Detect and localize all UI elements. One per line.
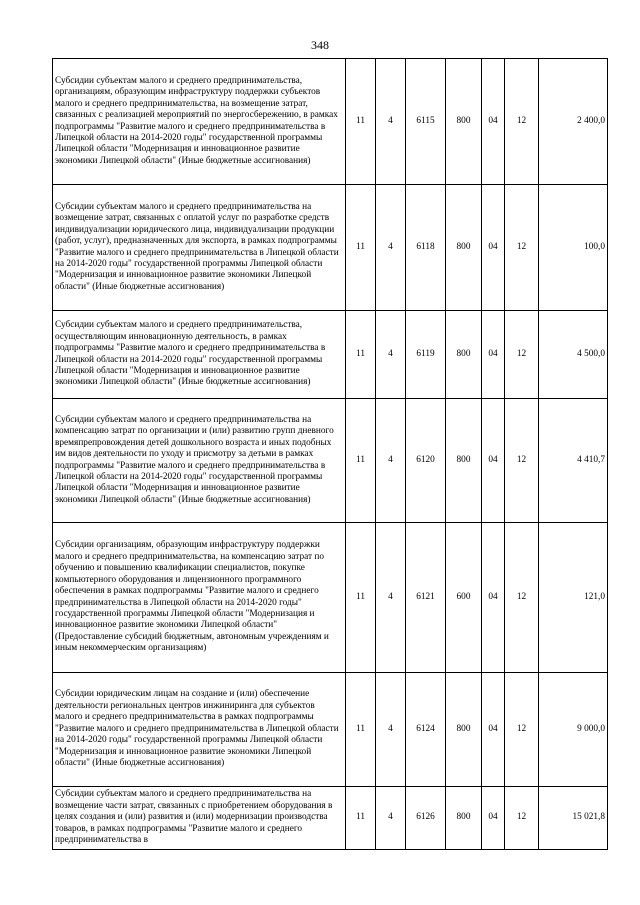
page-number: 348 [311, 38, 329, 52]
row-description: Субсидии организациям, образующим инфраструктуру поддержки малого и среднего предпринимательства, на компенсацию затрат по обучению и повышению квалификации специалистов, покупке компьютерного оборудования и лицензионного программного обеспечения в рамках подпрограммы "Развитие малого и среднего предпринимательства в Липецкой области на 2014-2020 годы" государственной программы Липецкой области "Модернизация и инновационное развитие экономики Липецкой области" (Предоставление субсидий бюджетным, автономным учреждениям и иным некоммерческим организациям) [53, 523, 346, 673]
cell-section: 11 [346, 673, 376, 787]
cell-target-code: 6124 [406, 673, 446, 787]
cell-target-code: 6115 [406, 59, 446, 185]
cell-subdivision: 12 [505, 185, 539, 311]
cell-subprogram: 4 [376, 59, 406, 185]
cell-expense-type: 800 [446, 185, 482, 311]
cell-division: 04 [482, 523, 505, 673]
cell-section: 11 [346, 787, 376, 850]
cell-amount: 4 410,7 [539, 399, 608, 523]
cell-target-code: 6118 [406, 185, 446, 311]
cell-section: 11 [346, 185, 376, 311]
row-description: Субсидии субъектам малого и среднего предпринимательства, осуществляющим инновационную деятельность, в рамках подпрограммы "Развитие малого и среднего предпринимательства в Липецкой области на 2014-2020 годы" государственной программы Липецкой области "Модернизация и инновационное развитие экономики Липецкой области" (Иные бюджетные ассигнования) [53, 311, 346, 399]
cell-section: 11 [346, 523, 376, 673]
row-description: Субсидии юридическим лицам на создание и (или) обеспечение деятельности региональных центров инжиниринга для субъектов малого и среднего предпринимательства в рамках подпрограммы "Развитие малого и среднего предпринимательства в Липецкой области на 2014-2020 годы" государственной программы Липецкой области "Модернизация и инновационное развитие экономики Липецкой области" (Иные бюджетные ассигнования) [53, 673, 346, 787]
cell-subprogram: 4 [376, 185, 406, 311]
cell-amount: 100,0 [539, 185, 608, 311]
table-row [53, 523, 608, 673]
table-row [53, 673, 608, 787]
cell-subdivision: 12 [505, 59, 539, 185]
cell-subdivision: 12 [505, 787, 539, 850]
cell-expense-type: 800 [446, 787, 482, 850]
cell-subprogram: 4 [376, 311, 406, 399]
cell-section: 11 [346, 311, 376, 399]
cell-section: 11 [346, 399, 376, 523]
cell-subprogram: 4 [376, 523, 406, 673]
cell-section: 11 [346, 59, 376, 185]
cell-subdivision: 12 [505, 311, 539, 399]
cell-amount: 9 000,0 [539, 673, 608, 787]
table-row [53, 185, 608, 311]
budget-table [52, 58, 608, 850]
cell-subprogram: 4 [376, 673, 406, 787]
row-description: Субсидии субъектам малого и среднего предпринимательства, организациям, образующим инфраструктуру поддержки субъектов малого и среднего предпринимательства, на возмещение затрат, связанных с реализацией мероприятий по энергосбережению, в рамках подпрограммы "Развитие малого и среднего предпринимательства в Липецкой области на 2014-2020 годы" государственной программы Липецкой области "Модернизация и инновационное развитие экономики Липецкой области" (Иные бюджетные ассигнования) [53, 59, 346, 185]
cell-subprogram: 4 [376, 787, 406, 850]
cell-division: 04 [482, 399, 505, 523]
cell-division: 04 [482, 59, 505, 185]
table-row [53, 787, 608, 850]
row-description: Субсидии субъектам малого и среднего предпринимательства на возмещение затрат, связанных с оплатой услуг по разработке средств индивидуализации юридического лица, индивидуализации продукции (работ, услуг), предназначенных для экспорта, в рамках подпрограммы "Развитие малого и среднего предпринимательства в Липецкой области на 2014-2020 годы" государственной программы Липецкой области "Модернизация и инновационное развитие экономики Липецкой области" (Иные бюджетные ассигнования) [53, 185, 346, 311]
row-description: Субсидии субъектам малого и среднего предпринимательства на компенсацию затрат по организации и (или) развитию групп дневного времяпрепровождения детей дошкольного возраста и иных подобных им видов деятельности по уходу и присмотру за детьми в рамках подпрограммы "Развитие малого и среднего предпринимательства в Липецкой области на 2014-2020 годы" государственной программы Липецкой области "Модернизация и инновационное развитие экономики Липецкой области" (Иные бюджетные ассигнования) [53, 399, 346, 523]
cell-expense-type: 800 [446, 399, 482, 523]
cell-subdivision: 12 [505, 673, 539, 787]
cell-division: 04 [482, 311, 505, 399]
table-row [53, 399, 608, 523]
cell-expense-type: 800 [446, 311, 482, 399]
cell-target-code: 6121 [406, 523, 446, 673]
cell-amount: 15 021,8 [539, 787, 608, 850]
cell-subprogram: 4 [376, 399, 406, 523]
row-description: Субсидии субъектам малого и среднего предпринимательства на возмещение части затрат, связанных с приобретением оборудования в целях создания и (или) развития и (или) модернизации производства товаров, в рамках подпрограммы "Развитие малого и среднего предпринимательства в [53, 787, 346, 850]
cell-subdivision: 12 [505, 399, 539, 523]
cell-expense-type: 600 [446, 523, 482, 673]
cell-target-code: 6126 [406, 787, 446, 850]
cell-amount: 2 400,0 [539, 59, 608, 185]
cell-target-code: 6119 [406, 311, 446, 399]
cell-division: 04 [482, 787, 505, 850]
cell-division: 04 [482, 673, 505, 787]
cell-subdivision: 12 [505, 523, 539, 673]
cell-target-code: 6120 [406, 399, 446, 523]
cell-expense-type: 800 [446, 59, 482, 185]
cell-division: 04 [482, 185, 505, 311]
table-row [53, 311, 608, 399]
table-row [53, 59, 608, 185]
cell-amount: 121,0 [539, 523, 608, 673]
cell-expense-type: 800 [446, 673, 482, 787]
cell-amount: 4 500,0 [539, 311, 608, 399]
